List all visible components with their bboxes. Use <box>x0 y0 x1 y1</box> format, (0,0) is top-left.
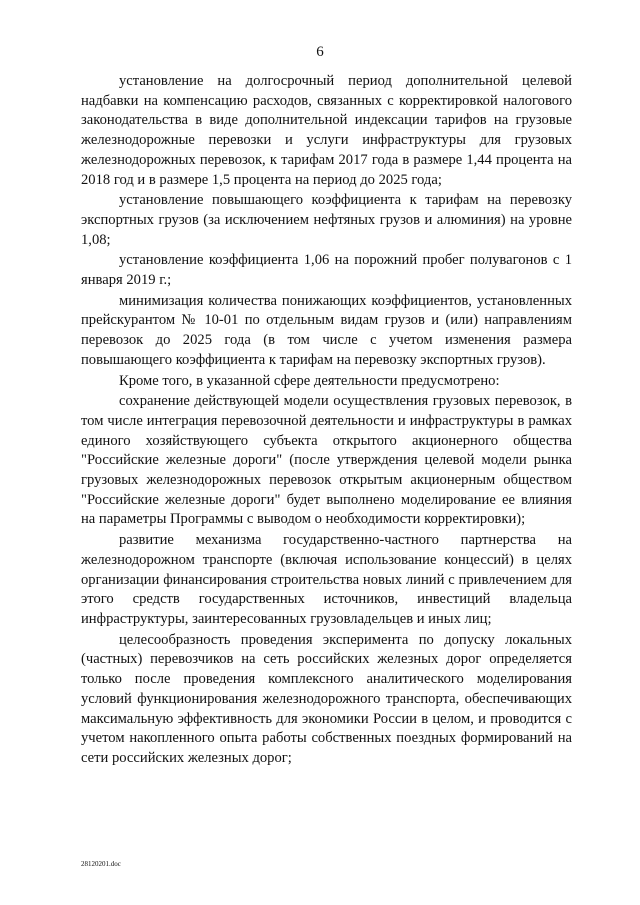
paragraph-preserve-model: сохранение действующей модели осуществления грузовых перевозок, в том числе интеграция перевозочной деятельности и инфраструктуры в рамках единого хозяйствующего субъекта открытого акционерного общества "Российские железные дороги" (после утверждения целевой модели рынка грузовых железнодорожных перевозок открытым акционерным обществом "Российские железные дороги" будет выполнено моделирование ее влияния на параметры Программы с выводом о необходимости корректировки); <box>81 393 572 528</box>
paragraph-additionally: Кроме того, в указанной сфере деятельности предусмотрено: <box>119 372 500 389</box>
paragraph-tariff-surcharge: установление на долгосрочный период дополнительной целевой надбавки на компенсацию расходов, связанных с корректировкой налогового законодательства в виде дополнительной индексации тарифов на грузовые железнодорожные перевозки и услуги инфраструктуры для грузовых железнодорожных перевозок, к тарифам 2017 года в размере 1,44 процента на 2018 год и в размере 1,5 процента на период до 2025 года; <box>81 73 572 188</box>
paragraph-minimize-coefficients: минимизация количества понижающих коэффициентов, установленных прейскурантом № 10-01 по отдельным видам грузов и (или) направлениям перевозок до 2025 года (в том числе с учетом изменения размера повышающего коэффициента к тарифам на перевозку экспортных грузов). <box>81 292 572 368</box>
paragraph-export-coefficient: установление повышающего коэффициента к тарифам на перевозку экспортных грузов (за исключением нефтяных грузов и алюминия) на уровне 1,08; <box>81 192 572 248</box>
document-body <box>81 72 572 770</box>
file-name-footer: 28120201.doc <box>81 860 121 868</box>
paragraph-empty-run-coefficient: установление коэффициента 1,06 на порожний пробег полувагонов с 1 января 2019 г.; <box>81 252 572 289</box>
paragraph-private-carriers-experiment: целесообразность проведения эксперимента по допуску локальных (частных) перевозчиков на сеть российских железных дорог определяется только после проведения комплексного аналитического моделирования условий функционирования железнодорожного транспорта, обеспечивающих максимальную эффективность для экономики России в целом, и проводится с учетом накопленного опыта работы собственных поездных формирований на сети российских железных дорог; <box>81 631 572 766</box>
paragraph-public-private-partnership: развитие механизма государственно-частного партнерства на железнодорожном транспорте (включая использование концессий) в целях организации финансирования строительства новых линий с привлечением для этого средств государственных источников, инвестиций владельца инфраструктуры, заинтересованных грузовладельцев и иных лиц; <box>81 532 572 627</box>
page-number: 6 <box>316 44 324 60</box>
